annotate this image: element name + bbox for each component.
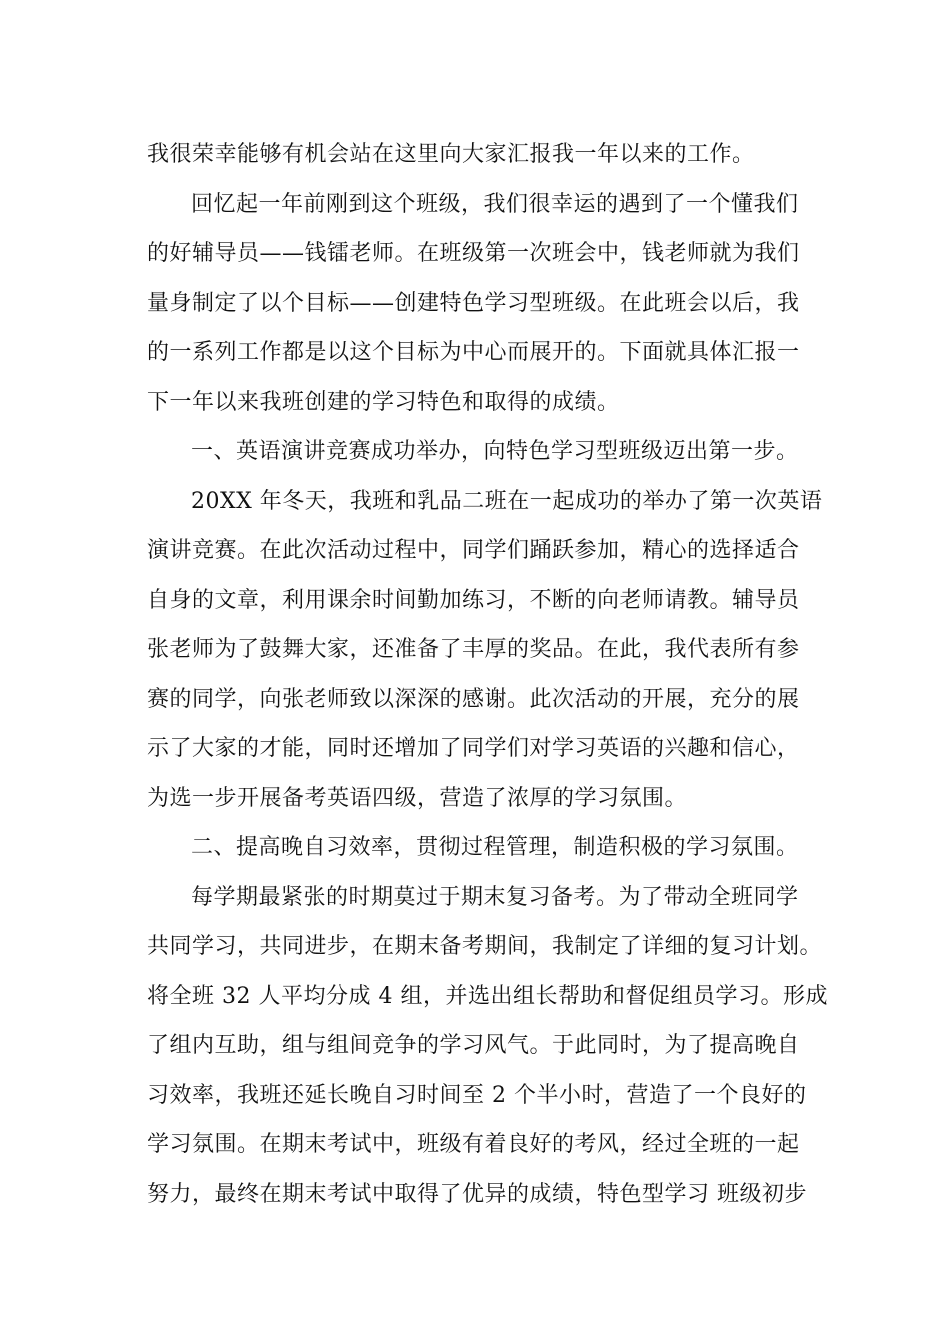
- text-line: 习效率，我班还延长晚自习时间至 2 个半小时，营造了一个良好的: [147, 1082, 807, 1108]
- text-line: 20XX 年冬天，我班和乳品二班在一起成功的举办了第一次英语: [191, 488, 823, 514]
- text-line: 学习氛围。在期末考试中，班级有着良好的考风，经过全班的一起: [147, 1132, 800, 1157]
- text-line: 二、提高晚自习效率，贯彻过程管理，制造积极的学习氛围。: [191, 835, 799, 860]
- text-line: 赛的同学，向张老师致以深深的感谢。此次活动的开展，充分的展: [147, 686, 800, 712]
- text-line: 努力，最终在期末考试中取得了优异的成绩，特色型学习 班级初步: [147, 1181, 807, 1207]
- text-line: 了组内互助，组与组间竞争的学习风气。于此同时，为了提高晚自: [147, 1033, 800, 1058]
- text-line: 为选一步开展备考英语四级，营造了浓厚的学习氛围。: [147, 785, 688, 811]
- text-line: 张老师为了鼓舞大家，还准备了丰厚的奖品。在此，我代表所有参: [147, 637, 800, 662]
- text-line: 共同学习，共同进步，在期末备考期间，我制定了详细的复习计划。: [147, 934, 823, 959]
- text-line: 示了大家的才能，同时还增加了同学们对学习英语的兴趣和信心，: [147, 736, 800, 761]
- text-line: 一、英语演讲竞赛成功举办，向特色学习型班级迈出第一步。: [191, 439, 799, 464]
- text-line: 量身制定了以个目标——创建特色学习型班级。在此班会以后，我: [147, 290, 800, 316]
- text-line: 的一系列工作都是以这个目标为中心而展开的。下面就具体汇报一: [147, 340, 800, 365]
- text-line: 自身的文章，利用课余时间勤加练习，不断的向老师请教。辅导员: [147, 587, 800, 613]
- text-line: 将全班 32 人平均分成 4 组，并选出组长帮助和督促组员学习。形成: [147, 983, 828, 1009]
- text-line: 的好辅导员——钱镭老师。在班级第一次班会中，钱老师就为我们: [147, 241, 800, 266]
- text-line: 回忆起一年前刚到这个班级，我们很幸运的遇到了一个懂我们: [191, 191, 799, 217]
- text-line: 我很荣幸能够有机会站在这里向大家汇报我一年以来的工作。: [147, 142, 755, 167]
- document-body: [147, 130, 827, 1219]
- text-line: 演讲竞赛。在此次活动过程中，同学们踊跃参加，精心的选择适合: [147, 538, 800, 563]
- text-line: 下一年以来我班创建的学习特色和取得的成绩。: [147, 389, 620, 415]
- text-line: 每学期最紧张的时期莫过于期末复习备考。为了带动全班同学: [191, 884, 799, 910]
